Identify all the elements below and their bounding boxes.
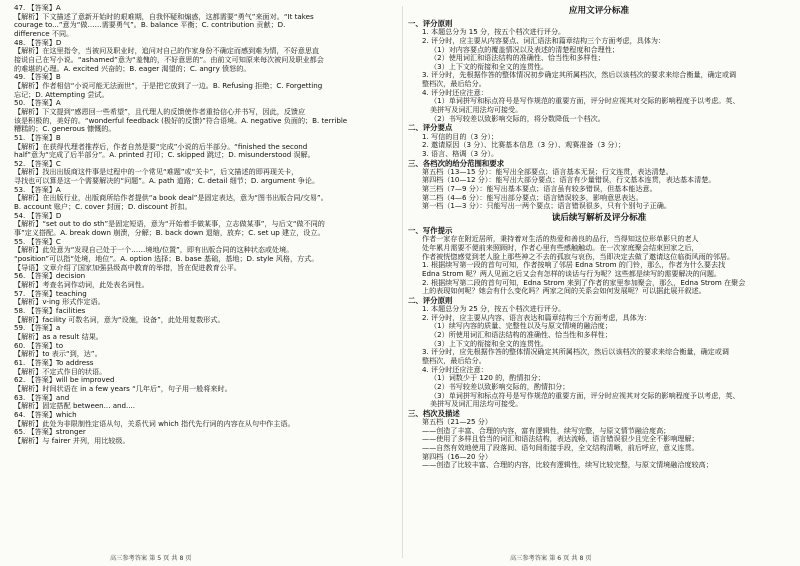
criteria-line: 1. 本题总分为 15 分，按五个档次进行评分。 <box>422 28 566 37</box>
answer-line: B. account 账户；C. cover 封面；D. discount 折扣。 <box>14 203 192 212</box>
answer-line: 【解析】to 表示“到，达”。 <box>14 350 102 359</box>
criteria-line: （1）单词拼写和标点符号是写作规范的重要方面，评分时应视其对交际的影响程度予以考虑。英、 <box>430 97 740 106</box>
answer-line: 63. 【答案】and <box>14 393 70 402</box>
criteria-line: 2. 根据续写第二段的首句可知，Edna Strom 来到了作者的家里参加聚会，那么，Edna Strom 在聚会 <box>422 278 746 287</box>
section-title-writing-standards: 应用文评分标准 <box>568 6 630 16</box>
section-heading: 三、档次及描述 <box>408 408 460 418</box>
criteria-line: 第一档（1—3 分）：只能写出一两个要点；语言错误很多，只有个别句子正确。 <box>422 202 671 211</box>
answer-line: 60. 【答案】to <box>14 341 64 350</box>
answer-line: 59. 【答案】a <box>14 324 61 333</box>
criteria-line: 处年累月需要不便前来照顾时，作者心里有些感触触动。在一次家庭聚会结束回家之后， <box>422 243 699 252</box>
answer-line: 52. 【答案】C <box>14 159 61 168</box>
answer-line: 【解析】在出版行业，出版商所给作者提供“a book deal”是固定表达，意为“图书出版合同/交易”。 <box>14 194 328 203</box>
continuation-standards-block <box>408 226 790 470</box>
criteria-line: （3）单词拼写和标点符号是写作规范的重要方面，评分时应视其对交际的影响程度予以考虑，英、 <box>430 391 740 400</box>
answer-line: 【解析】facility 可数名词，意为“设施，设备”，此处用复数形式。 <box>14 315 225 324</box>
criteria-line: Edna Strom 呢？两人见面之后又会有怎样的谈话与行为呢？这些都是续写的需要解决的问题。 <box>422 269 722 278</box>
answer-line: difference 不同。 <box>14 29 74 38</box>
answer-line: 64. 【答案】which <box>14 410 77 419</box>
criteria-line: 2. 评分时，应主要从内容、语言表达和篇章结构三个方面考虑，具体为： <box>422 313 651 322</box>
criteria-line: 第五档（21—25 分） <box>422 418 492 427</box>
criteria-line: 4. 评分时还应注意： <box>422 88 488 97</box>
criteria-line: （2）书写较差以致影响交际的，将分数降低一个档次。 <box>430 114 605 123</box>
criteria-line: 第四档（16—20 分） <box>422 452 492 461</box>
answer-line: 56. 【答案】decision <box>14 272 86 281</box>
answer-line: 【解析】下文提到“感恩回一些希望”，且代理人的反馈使作者重拾信心并书写，因此，反馈应 <box>14 107 306 116</box>
criteria-line: ——自然有效地使用了段落间、语句间衔接手段，全文结构清晰，前后呼应，意义连贯。 <box>422 444 699 453</box>
criteria-line: （1）词数少于 120 的，酌情扣分； <box>430 374 545 383</box>
criteria-line: ——使用了多样且恰当的词汇和语法结构，表达流畅，语言错误很少且完全不影响理解； <box>422 435 699 444</box>
answer-line: “position”可以指“处境，地位”。A. option 选择；B. base 基础，基地；D. style 风格，方式。 <box>14 255 319 264</box>
answer-line: 该是积极的，美好的。“wonderful feedback (极好的反馈)”符合语境。A. negative 负面的；B. terrible <box>14 116 348 125</box>
answer-line: 65. 【答案】stronger <box>14 428 86 437</box>
answer-line: 55. 【答案】C <box>14 237 61 246</box>
answer-line: 忘记；D. Attempting 尝试。 <box>14 90 109 99</box>
criteria-line: 作者一家存在附近居所，秉持着对生活的热爱和善良的品行，当得知这位形单影只的老人 <box>422 235 699 244</box>
answer-line: 【解析】作者相信“小说可能无法面世”，于是把它放到了一边。B. Refusing 拒绝；C. Forgetting <box>14 81 323 90</box>
criteria-line: 美拼写及词汇用法均可接受。 <box>430 400 523 409</box>
criteria-line: 2. 邀请原因（3 分）、比赛基本信息（3 分）、观赛准备（3 分）； <box>422 141 626 150</box>
answer-line: 48. 【答案】D <box>14 38 62 47</box>
answer-line: 【解析】找出出版商这件事是过程中的一个常见“难题”或“关卡”，后文描述的即再现关卡， <box>14 168 299 177</box>
section-heading: 一、评分原则 <box>408 19 453 28</box>
answer-line: 51. 【答案】B <box>14 133 61 142</box>
answer-line: 【解析】不定式作目的状语。 <box>14 367 107 376</box>
answer-line: 50. 【答案】A <box>14 99 61 108</box>
answer-line: 58. 【答案】facilities <box>14 306 86 315</box>
criteria-line: 第五档（13—15 分）：能写出全部要点；语言基本无误；行文连贯，表达清楚。 <box>422 167 673 176</box>
criteria-line: 作者被恍惚感觉到老人脸上那些神之不去的孤寂与哀伤，当即决定去做了邀请这位临街风雨的邻居。 <box>422 252 735 261</box>
answer-line: 【解析】此处为非限制性定语从句，关系代词 which 指代先行词的内容在从句中作主语。 <box>14 419 295 428</box>
criteria-line: 美拼写及词汇用法均可接受。 <box>430 106 523 115</box>
criteria-line: （1）续写内容的质量、完整性以及与原文情境的融洽度； <box>430 322 612 331</box>
answer-line: 53. 【答案】A <box>14 185 61 194</box>
criteria-line: （1）对内容要点的覆盖情况以及表述的清楚程度和合理性； <box>430 45 619 54</box>
answer-line: 事”定义搭配。A. break down 崩溃，分解；B. back down 退缩，放弃；C. set up 建立，设立。 <box>14 229 325 238</box>
criteria-line: 整档次，最后给分。 <box>422 357 486 366</box>
criteria-line: 第四档（10—12 分）：能写出大部分要点；语言有少量错误，行文基本连贯，表达基本清楚。 <box>422 176 716 185</box>
criteria-line: 第三档（7—9 分）：能写出基本要点；语言虽有较多错误，但基本能达意。 <box>422 185 657 194</box>
page-footer-right: 高三参考答案 第 6 页 共 8 页 <box>510 555 592 562</box>
criteria-line: 上的表现如何呢？她会有什么变化吗？两家之间的关系会如何发展呢？可以据此展开叙述。 <box>422 287 706 296</box>
right-column <box>408 4 790 552</box>
criteria-line: ——创造了丰富、合理的内容，富有逻辑性，续写完整，与原文情节融洽度高； <box>422 426 671 435</box>
criteria-line: 3. 语言、格调（3 分）。 <box>422 149 499 158</box>
answer-line: 【解析】固定搭配 between... and.... <box>14 402 136 411</box>
answer-line: 【解析】时间状语在 in a few years “几年后”，句子用一般将来时。 <box>14 384 232 393</box>
criteria-line: 1. 根据续写第一段的首句可知，作者按响了邻居 Edna Strom 的门铃，那么，作者为什么要去找 <box>422 261 726 270</box>
answer-line: 49. 【答案】B <box>14 73 61 82</box>
criteria-line: （2）使用词汇和语法结构的准确性、恰当性和多样性； <box>430 54 605 63</box>
answer-line: courage to...”意为“做……需要勇气”。B. balance 平衡；C. contribution 贡献；D. <box>14 21 286 30</box>
criteria-line: 1. 写信的目的（3 分）； <box>422 132 499 141</box>
answer-line: 接说自己在写小说。“ashamed”意为“羞愧的，不好意思的”。由前文可知原来每次被问及职业都会 <box>14 55 324 64</box>
criteria-line: （2）书写较差以致影响交际的，酌情扣分； <box>430 382 570 391</box>
criteria-line: 3. 评分时，应先根据作答的整体情况确定其所属档次，然后以该档次的要求来综合衡量，确定或调 <box>422 348 729 357</box>
criteria-line: （3）上下文的衔接和全文的连贯性。 <box>430 62 549 71</box>
answer-line: 【解析】在获得代理者推荐后，作者自然是要“完成”小说的后半部分。“finished the second <box>14 142 308 151</box>
answer-line: 62. 【答案】will be improved <box>14 376 115 385</box>
left-column <box>14 4 396 552</box>
criteria-line: 整档次，最后给分。 <box>422 80 486 89</box>
answer-line: 糟糕的；C. generous 慷慨的。 <box>14 125 116 134</box>
answer-line: half”意为“完成了后半部分”。A. printed 打印；C. skipped 跳过；D. misunderstood 误解。 <box>14 151 315 160</box>
section-heading: 二、评分原则 <box>408 295 453 305</box>
answer-line: 的难堪的心理。A. excited 兴奋的；B. eager 渴望的；C. angry 愤怒的。 <box>14 64 251 73</box>
answer-line: 54. 【答案】D <box>14 211 62 220</box>
answer-line: 47. 【答案】A <box>14 4 61 12</box>
section-heading: 二、评分要点 <box>408 123 453 133</box>
section-heading: 三、各档次的给分范围和要求 <box>408 158 505 168</box>
answer-line: 【解析】“set out to do sth”是固定短语，意为“开始着手做某事，立志做某事”，与后文“做不同的 <box>14 220 325 229</box>
answer-line: 【解析】v-ing 形式作定语。 <box>14 298 105 307</box>
writing-standards-block <box>408 19 790 211</box>
criteria-line: 3. 评分时，先根据作答的整体情况初步确定其所属档次，然后以该档次的要求来综合衡量，确定或调 <box>422 71 737 80</box>
answer-line: 61. 【答案】To address <box>14 358 94 367</box>
answer-line: 【解析】此处意为“发现自己处于一个……境地/位置”，即有出版合同的这种状态或处境。 <box>14 246 294 255</box>
answer-line: 【解析】as a result 结果。 <box>14 332 103 341</box>
criteria-line: （3）上下文的衔接和全文的连贯性。 <box>430 339 549 348</box>
answer-line: 【解析】考查名词作动词，此处表名词性。 <box>14 281 149 289</box>
page-footer-left: 高三参考答案 第 5 页 共 8 页 <box>110 555 192 562</box>
section-title-continuation-standards: 读后续写解析及评分标准 <box>551 213 647 224</box>
answer-line: 【解析】下文描述了意新开始时的艰难期，自我怀疑和煽惑，这都需要“勇气”来面对。“It takes <box>14 12 314 21</box>
page-divider <box>402 6 403 558</box>
criteria-line: 第二档（4—6 分）：能写出部分要点；语言错误较多，影响意思表达。 <box>422 193 643 202</box>
criteria-line: （2）所使用词汇和语法结构的准确性、恰当性和多样性； <box>430 331 612 340</box>
criteria-line: 4. 评分时还应注意： <box>422 365 488 374</box>
section-heading: 一、写作提示 <box>408 226 453 236</box>
criteria-line: ——创造了比较丰富、合理的内容，比较有逻辑性，续写比较完整，与原文情境融洽度较高； <box>422 461 713 470</box>
answer-line: 57. 【答案】teaching <box>14 289 87 298</box>
criteria-line: 1. 本题总分为 25 分，按五个档次进行评分。 <box>422 305 566 314</box>
answer-line: 寻找也可以算是这一个需要解决的“问题”。A. path 道路；C. detail 细节；D. argument 争论。 <box>14 177 320 186</box>
answer-line: 【解析】与 fairer 并列，用比较级。 <box>14 436 130 445</box>
criteria-line: 2. 评分时，应主要从内容要点、词汇语法和篇章结构三个方面考虑，具体为： <box>422 36 666 45</box>
answer-line: 【解析】在这里指令，当被问及职业时，追问对自己的作家身份不确定而感到难为情，不好意思直 <box>14 47 320 56</box>
answer-line: 【导语】文章介绍了国家加强县级高中教育的举措，旨在促进教育公平。 <box>14 263 241 272</box>
